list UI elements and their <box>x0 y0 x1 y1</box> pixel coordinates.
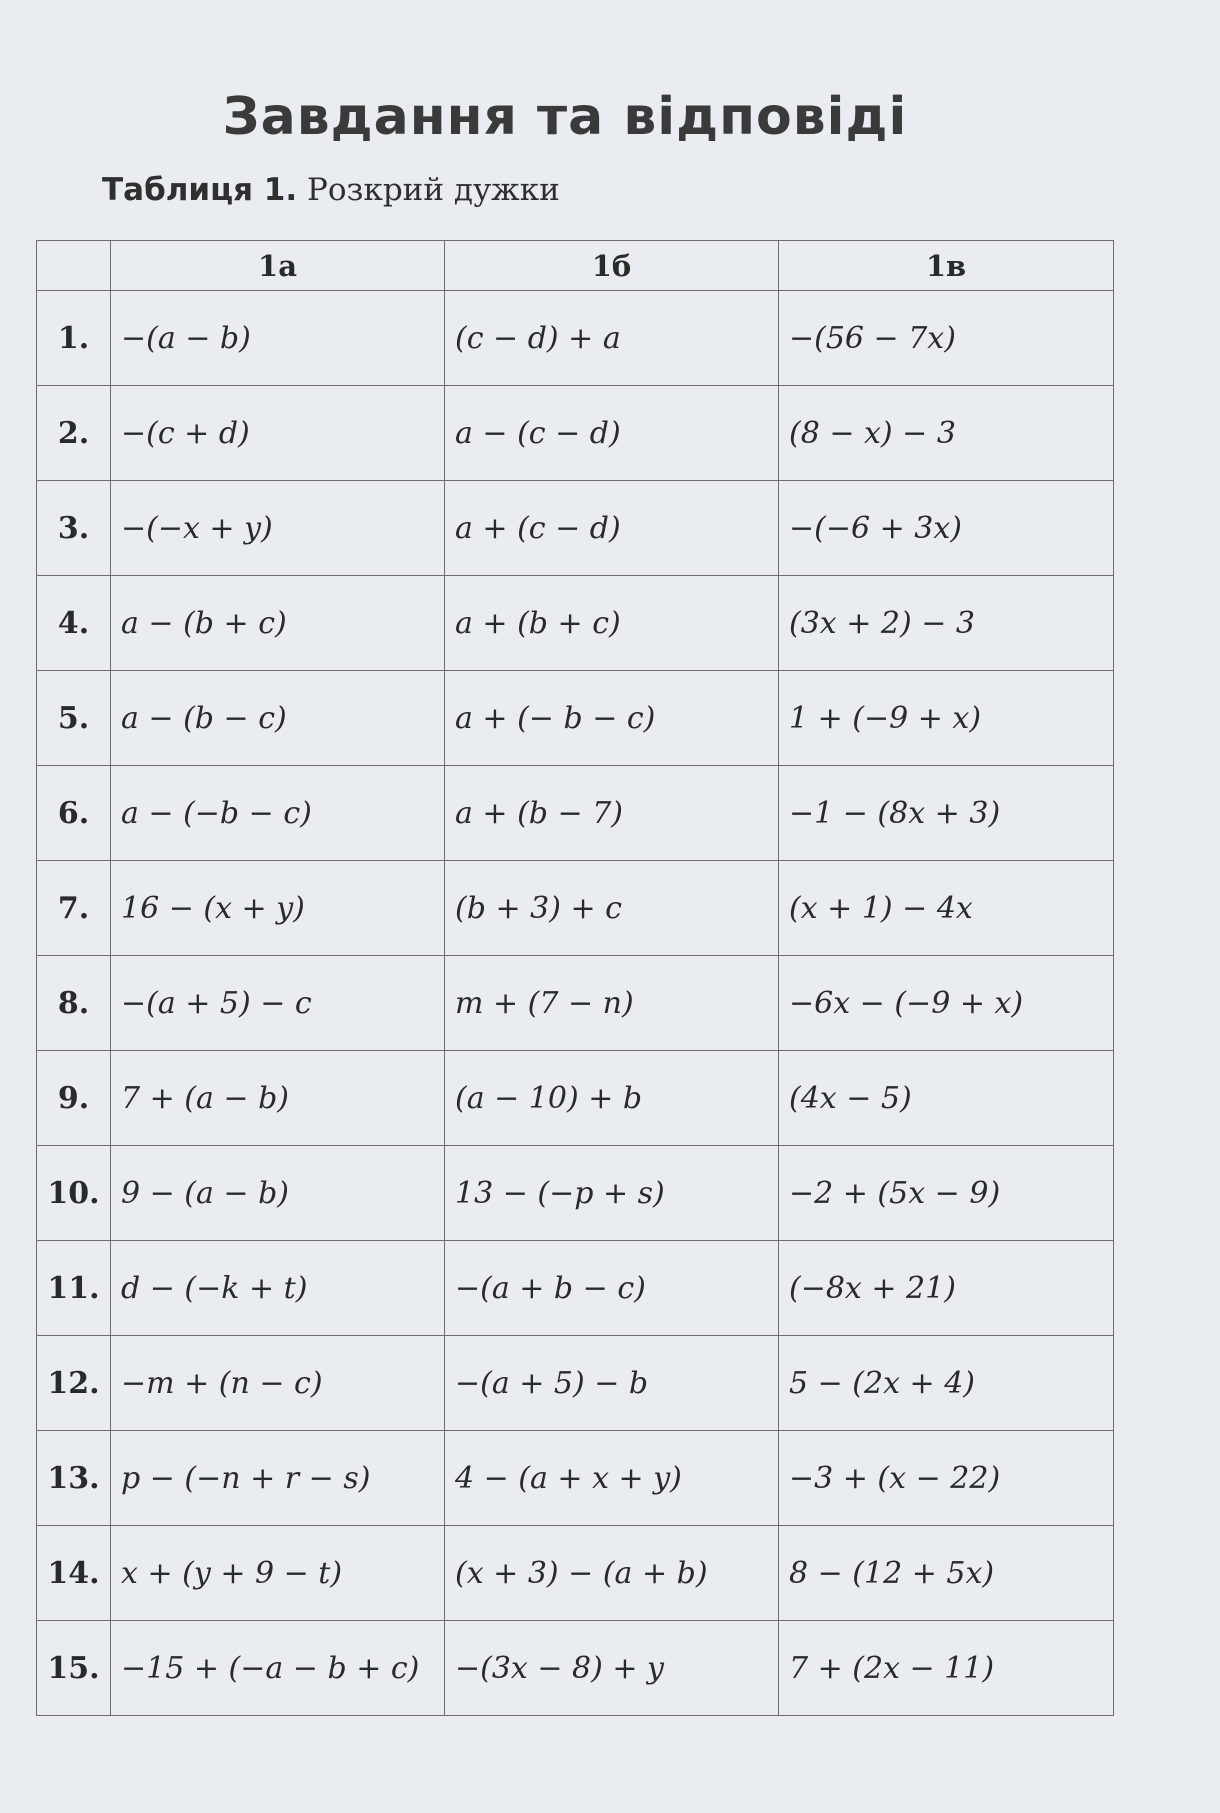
cell-1a: p − (−n + r − s) <box>111 1431 445 1526</box>
cell-1v: 7 + (2x − 11) <box>779 1621 1114 1716</box>
header-1b: 1б <box>445 241 779 291</box>
row-number: 13. <box>37 1431 111 1526</box>
cell-1a: −(−x + y) <box>111 481 445 576</box>
header-1a: 1а <box>111 241 445 291</box>
cell-1a: −(c + d) <box>111 386 445 481</box>
cell-1b: a − (c − d) <box>445 386 779 481</box>
table-row <box>37 1051 1114 1146</box>
cell-1b: −(a + b − c) <box>445 1241 779 1336</box>
table-row <box>37 291 1114 386</box>
cell-1b: m + (7 − n) <box>445 956 779 1051</box>
header-number <box>37 241 111 291</box>
cell-1b: a + (b + c) <box>445 576 779 671</box>
table-row <box>37 1336 1114 1431</box>
table-row <box>37 671 1114 766</box>
table-header-row <box>37 241 1114 291</box>
row-number: 3. <box>37 481 111 576</box>
cell-1a: a − (b − c) <box>111 671 445 766</box>
cell-1b: −(a + 5) − b <box>445 1336 779 1431</box>
table-row <box>37 1241 1114 1336</box>
cell-1v: (4x − 5) <box>779 1051 1114 1146</box>
table-row <box>37 1146 1114 1241</box>
table-row <box>37 576 1114 671</box>
row-number: 5. <box>37 671 111 766</box>
cell-1b: −(3x − 8) + y <box>445 1621 779 1716</box>
table-row <box>37 386 1114 481</box>
cell-1v: 8 − (12 + 5x) <box>779 1526 1114 1621</box>
table-body <box>37 291 1114 1716</box>
row-number: 2. <box>37 386 111 481</box>
cell-1a: −(a + 5) − c <box>111 956 445 1051</box>
table-caption-text: Розкрий дужки <box>307 172 560 208</box>
cell-1v: −1 − (8x + 3) <box>779 766 1114 861</box>
cell-1v: (3x + 2) − 3 <box>779 576 1114 671</box>
row-number: 4. <box>37 576 111 671</box>
cell-1a: −m + (n − c) <box>111 1336 445 1431</box>
cell-1v: (8 − x) − 3 <box>779 386 1114 481</box>
cell-1b: (x + 3) − (a + b) <box>445 1526 779 1621</box>
cell-1v: −(56 − 7x) <box>779 291 1114 386</box>
table-row <box>37 956 1114 1051</box>
cell-1a: a − (−b − c) <box>111 766 445 861</box>
cell-1b: (c − d) + a <box>445 291 779 386</box>
table-caption <box>102 172 560 208</box>
cell-1a: a − (b + c) <box>111 576 445 671</box>
row-number: 11. <box>37 1241 111 1336</box>
cell-1a: −15 + (−a − b + c) <box>111 1621 445 1716</box>
cell-1b: 13 − (−p + s) <box>445 1146 779 1241</box>
row-number: 9. <box>37 1051 111 1146</box>
row-number: 12. <box>37 1336 111 1431</box>
table-row <box>37 861 1114 956</box>
cell-1a: 16 − (x + y) <box>111 861 445 956</box>
row-number: 10. <box>37 1146 111 1241</box>
row-number: 14. <box>37 1526 111 1621</box>
cell-1b: a + (b − 7) <box>445 766 779 861</box>
table-row <box>37 481 1114 576</box>
cell-1a: 9 − (a − b) <box>111 1146 445 1241</box>
table-row <box>37 1526 1114 1621</box>
row-number: 8. <box>37 956 111 1051</box>
cell-1b: a + (− b − c) <box>445 671 779 766</box>
header-1v: 1в <box>779 241 1114 291</box>
cell-1v: 1 + (−9 + x) <box>779 671 1114 766</box>
table-row <box>37 766 1114 861</box>
row-number: 7. <box>37 861 111 956</box>
cell-1v: −2 + (5x − 9) <box>779 1146 1114 1241</box>
table-row <box>37 1431 1114 1526</box>
cell-1b: a + (c − d) <box>445 481 779 576</box>
row-number: 1. <box>37 291 111 386</box>
cell-1a: d − (−k + t) <box>111 1241 445 1336</box>
cell-1a: x + (y + 9 − t) <box>111 1526 445 1621</box>
row-number: 15. <box>37 1621 111 1716</box>
table-row <box>37 1621 1114 1716</box>
cell-1v: (−8x + 21) <box>779 1241 1114 1336</box>
cell-1v: −3 + (x − 22) <box>779 1431 1114 1526</box>
exercise-table-container <box>36 240 1113 1716</box>
cell-1b: (b + 3) + c <box>445 861 779 956</box>
cell-1v: −6x − (−9 + x) <box>779 956 1114 1051</box>
cell-1a: 7 + (a − b) <box>111 1051 445 1146</box>
exercise-table <box>36 240 1114 1716</box>
cell-1v: (x + 1) − 4x <box>779 861 1114 956</box>
row-number: 6. <box>37 766 111 861</box>
cell-1b: (a − 10) + b <box>445 1051 779 1146</box>
cell-1a: −(a − b) <box>111 291 445 386</box>
cell-1v: −(−6 + 3x) <box>779 481 1114 576</box>
cell-1v: 5 − (2x + 4) <box>779 1336 1114 1431</box>
page-title: Завдання та відповіді <box>222 86 908 147</box>
cell-1b: 4 − (a + x + y) <box>445 1431 779 1526</box>
table-caption-label: Таблиця 1. <box>102 172 298 208</box>
